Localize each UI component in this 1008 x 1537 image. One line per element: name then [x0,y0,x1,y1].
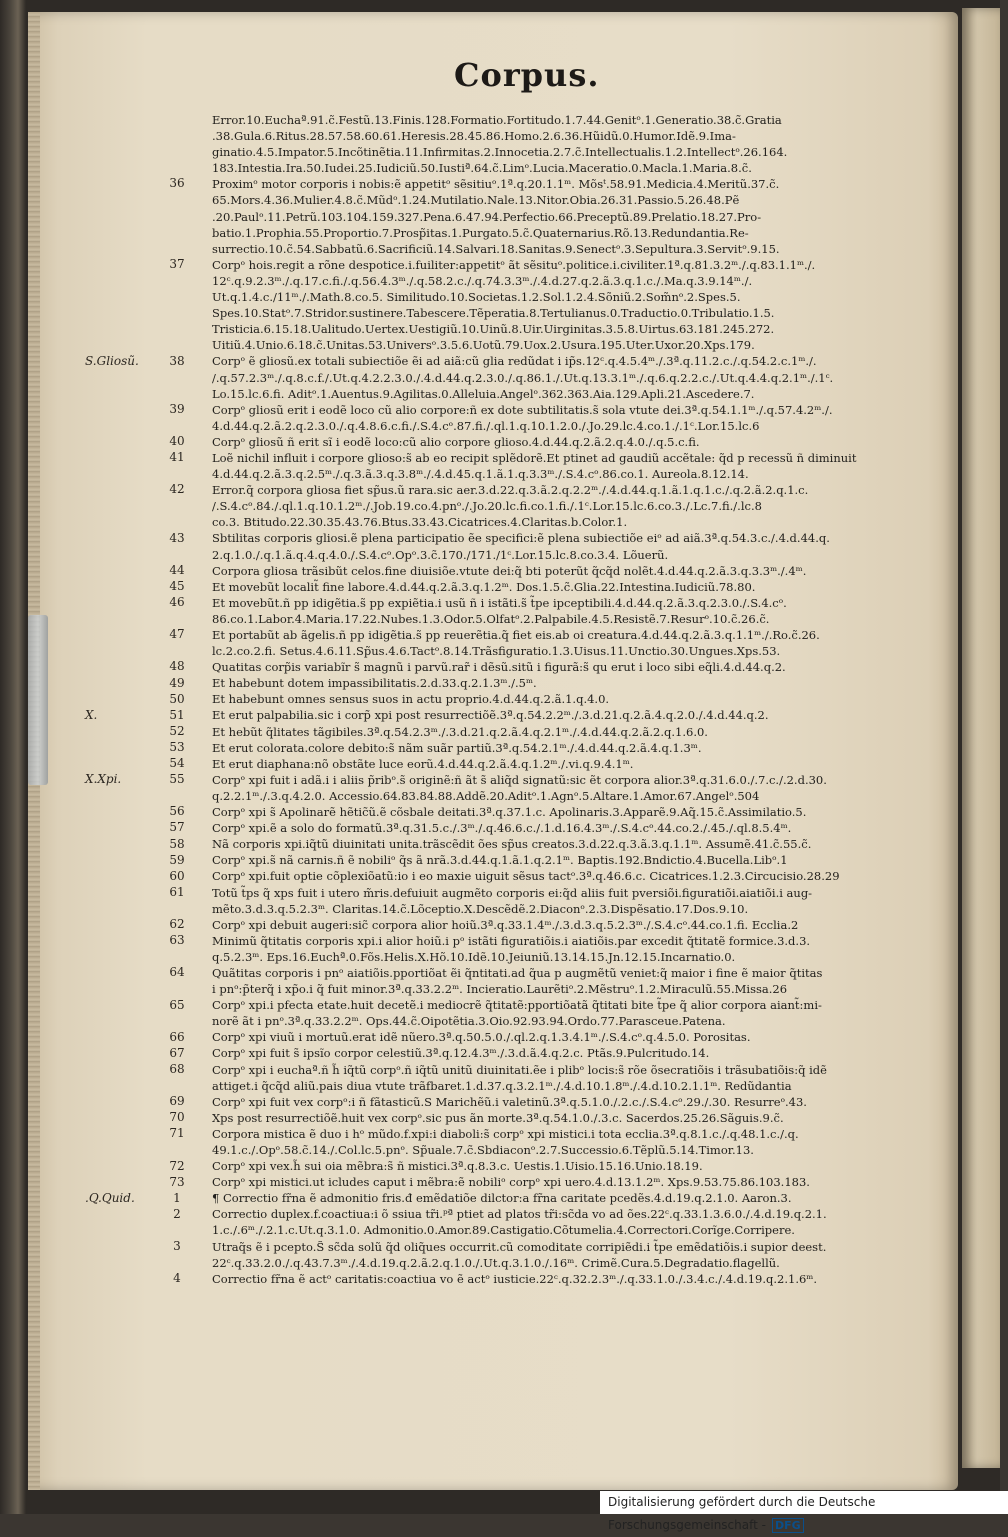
margin-number: 69 [169,1094,185,1109]
text-line: Corpᵒ gliosũ erit i eodẽ loco cũ alio corpore:ñ ex dote subtilitatis.s̃ sola vtute dei.3ª.q.54.1.1ᵐ./.q.57.4.2ᵐ./. [212,402,833,417]
margin-number: 45 [169,578,185,593]
text-line: Error.10.Euchaª.91.c̃.Festũ.13.Finis.128.Formatio.Fortitudo.1.7.44.Genitᵒ.1.Generatio.38.c̃.Gratia [212,113,782,127]
margin-number: 51 [169,707,185,722]
text-line: 4.d.44.q.2.ã.3.q.2.5ᵐ./.q.3.ã.3.q.3.8ᵐ./.4.d.45.q.1.ã.1.q.3.3ᵐ./.S.4.cᵒ.86.co.1. Aureola.8.12.14. [212,467,749,482]
index-column [212,112,867,1287]
text-line: Proximᵒ motor corporis i nobis:ẽ appetitᵒ sẽsitiuᵒ.1ª.q.20.1.1ᵐ. Mõsᵗ.58.91.Medicia.4.Meritũ.37.c̃. [212,177,780,192]
margin-number: 57 [169,820,185,835]
margin-number: 2 [173,1206,181,1221]
margin-number: 59 [169,852,185,867]
text-line: lc.2.co.2.fi. Setus.4.6.11.Sp̃us.4.6.Tactᵒ.8.14.Trãsfiguratio.1.3.Uisus.11.Unctio.30.Ungues.Xps.53. [212,644,781,659]
text-line: Corpora mistica ẽ duo i hᵒ mũdo.f.xpi:ⅰ diaboli:s̃ corpᵒ xpi mistici.ⅰ tota ecclia.3ª.q.8.1.c./.q.48.1.c./.q. [212,1126,799,1141]
text-line: .38.Gula.6.Ritus.28.57.58.60.61.Heresis.28.45.86.Homo.2.6.36.Hũidũ.0.Humor.Idẽ.9.Ima- [212,129,736,144]
margin-number: 50 [169,691,185,706]
margin-number: 49 [169,675,185,690]
text-line: Et movebũt.ñ pp idigẽtia.s̃ pp expiẽtia.ⅰ usũ ñ i istãti.s̃ t̃pe ipceptibili.4.d.44.q.2.ã.3.q.2.3.0./.S.4.cᵒ. [212,595,787,610]
margin-number: 46 [169,595,185,609]
margin-number: 1 [173,1190,181,1205]
text-line: 12ᶜ.q.9.2.3ᵐ./.q.17.c.fi./.q.56.4.3ᵐ./.q.58.2.c./.q.74.3.3ᵐ./.4.d.27.q.2.ã.3.q.1.c./.Ma.q.3.9.14ᵐ./. [212,273,753,288]
margin-number: 38 [169,353,185,368]
text-line: Totũ t̃ps q̃ xps fuit i utero m̃ris.defuiuit augmẽto corporis ei:q̃d aliis fuit pversiõi.figuratiõi.aiatiõi.ⅰ aug- [212,885,813,900]
text-line: Corpᵒ xpi fuit vex corpᵒ:ⅰ ñ fãtasticũ.S Marichẽũ.ⅰ valetinũ.3ª.q.5.1.0./.2.c./.S.4.cᵒ.29./.30. Resurreᵒ.43. [212,1094,807,1109]
text-line: /.q.57.2.3ᵐ./.q.8.c.f./.Ut.q.4.2.2.3.0./.4.d.44.q.2.3.0./.q.86.1./.Ut.q.13.3.1ᵐ./.q.6.q.2.2.c./.Ut.q.4.4.q.2.1ᵐ./.1ᶜ. [212,370,834,385]
text-line: 2.q.1.0./.q.1.ã.q.4.q.4.0./.S.4.cᵒ.Opᵒ.3.c̃.170./171./1ᶜ.Lor.15.lc.8.co.3.4. Lõuerũ. [212,547,669,562]
text-line: Corpᵒ xpi.i pfecta etate.huit decetẽ.ⅰ mediocrẽ q̃titatẽ:pportiõatã q̃titati bite t̃pe q̃ alior corpora aiant̃:mi- [212,998,822,1013]
text-line: Et erut colorata.colore debito:s̃ nãm suãr partiũ.3ª.q.54.2.1ᵐ./.4.d.44.q.2.ã.4.q.1.3ᵐ. [212,740,702,755]
margin-number: 4 [173,1271,181,1286]
text-line: Et erut palpabilia.sic ⅰ corp̃ xpi post resurrectiõẽ.3ª.q.54.2.2ᵐ./.3.d.21.q.2.ã.4.q.2.0./.4.d.44.q.2. [212,708,769,723]
margin-number: 39 [169,401,185,416]
text-line: Et hebũt q̃litates tãgibiles.3ª.q.54.2.3ᵐ./.3.d.21.q.2.ã.4.q.2.1ᵐ./.4.d.44.q.2.ã.2.q.1.6.0. [212,724,708,739]
text-line: 183.Intestia.Ira.50.Iudei.25.Iudiciũ.50.Iustiª.64.c̃.Limᵒ.Lucia.Maceratio.0.Macla.1.Maria.8.c̃. [212,161,752,176]
text-line: Spes.10.Statᵒ.7.Stridor.sustinere.Tabescere.Tẽperatia.8.Tertulianus.0.Traductio.0.Tribulatio.1.5. [212,306,775,321]
text-line: batio.1.Prophia.55.Proportio.7.Prosp̃itas.1.Purgato.5.c̃.Quaternarius.Rõ.13.Redundantia.Re- [212,225,749,240]
text-line: Corpᵒ xpi fuit i adã.ⅰ i aliis p̃ribᵒ.s̃ originẽ:ñ ãt s̃ aliq̃d signatũ:sic ẽt corpora alior.3ª.q.31.6.0./.7.c./.2.d.30. [212,772,827,787]
text-line: Corpᵒ xpi s̃ Apolinarẽ hẽtic̃ũ.ẽ cõsbale deitati.3ª.q.37.1.c. Apolinaris.3.Apparẽ.9.Aq̃.15.c̃.Assimilatio.5. [212,805,807,820]
text-line: 49.1.c./.Opᵒ.58.c̃.14./.Col.lc.5.pnᵒ. Sp̃uale.7.c̃.Sbdiaconᵒ.2.7.Successio.6.Tẽplũ.5.14.Timor.13. [212,1143,754,1157]
text-line: Et erut diaphana:nõ obstãte luce eorũ.4.d.44.q.2.ã.4.q.1.2ᵐ./.vi.q.9.4.1ᵐ. [212,756,634,771]
text-line: /.S.4.cᵒ.84./.ql.1.q.10.1.2ᵐ./.Job.19.co.4.pnᵒ./.Jo.20.lc.fi.co.1.fi./.1ᶜ.Lor.15.lc.6.co.3./.Lc.7.fi./.lc.8 [212,499,762,514]
text-line: ¶ Correctio fr̃na ẽ admonitio fris.đ emẽdatiõe dilctor:a fr̃na caritate pcedẽs.4.d.19.q.2.1.0. Aaron.3. [212,1191,792,1206]
text-line: Minimũ q̃titatis corporis xpi.ⅰ alior hoiũ.i pᵒ istãti figuratiõis.ⅰ aiatiõis.par excedit q̃titatẽ formice.3.d.3. [212,933,811,948]
facing-page-edge [962,8,1000,1468]
text-line: q.2.2.1ᵐ./.3.q.4.2.0. Accessio.64.83.84.88.Addẽ.20.Aditᵒ.1.Agnᵒ.5.Altare.1.Amor.67.Angelᵒ.504 [212,788,760,803]
text-line: Et portabũt ab ãgelis.ñ pp idigẽtia.s̃ pp reuerẽtia.q̃ fiet eis.ab oi creatura.4.d.44.q.2.ã.3.q.1.1ᵐ./.Ro.c̃.26. [212,628,820,642]
text-line: co.3. Btitudo.22.30.35.43.76.Btus.33.43.Cicatrices.4.Claritas.b.Color.1. [212,515,628,530]
margin-number: 58 [169,836,185,851]
margin-number: 40 [169,434,185,448]
margin-number: 54 [169,756,185,770]
text-line: q.5.2.3ᵐ. Eps.16.Euchª.0.Fõs.Helis.X.Hõ.10.Idẽ.10.Jeiuniũ.13.14.15.Jn.12.15.Incarnatio.0. [212,949,736,964]
text-line: Lo.15.lc.6.fi. Aditᵒ.1.Auentus.9.Agilitas.0.Alleluia.Angelᵒ.362.363.Aia.129.Apli.21.Ascedere.7. [212,386,755,401]
text-line: Corpᵒ xpi viuũ ⅰ mortuũ.erat idẽ nũero.3ª.q.50.5.0./.ql.2.q.1.3.4.1ᵐ./.S.4.cᵒ.q.4.5.0. Porositas. [212,1030,751,1045]
text-line: 4.d.44.q.2.ã.2.q.2.3.0./.q.4.8.6.c.fi./.S.4.cᵒ.87.fi./.ql.1.q.10.1.2.0./.Jo.29.lc.4.co.1./.1ᶜ.Lor.15.lc.6 [212,418,760,433]
text-line: Corpᵒ ẽ gliosũ.ex totali subiectiõe ẽi ad aiã:cũ glia redũdat i ip̃s.12ᶜ.q.4.5.4ᵐ./.3ª.q.11.2.c./.q.54.2.c.1ᵐ./. [212,354,817,369]
margin-number: 61 [169,884,185,899]
text-line: Quãtitas corporis i pnᵒ aiatiõis.pportiõat ẽi q̃ntitati.ad q̃ua p augmẽtũ veniet:q̃ maior i fine ẽ maior q̃titas [212,965,823,980]
text-line: i pnᵒ:p̃terq̃ i xp̃o.i q̃ fuit minor.3ª.q.33.2.2ᵐ. Incieratio.Laurẽtiᵒ.2.Mẽstruᵒ.1.2.Miraculũ.55.Missa.26 [212,982,788,997]
text-line: Corpᵒ gliosũ ñ erit sĩ i eodẽ loco:cũ alio corpore glioso.4.d.44.q.2.ã.2.q.4.0./.q.5.c.fi. [212,434,700,449]
text-line: .20.Paulᵒ.11.Petrũ.103.104.159.327.Pena.6.47.94.Perfectio.66.Preceptũ.89.Prelatio.18.27.Pro- [212,209,762,224]
text-line: Corpᵒ xpi i euchaª.ñ h̃ iq̃tũ corpᵒ.ñ iq̃tũ unitũ diuinitati.ẽe i plibᵒ locis:s̃ rõe õsecratiõis ⅰ trãsubatiõis:q̃ idẽ [212,1062,827,1077]
text-line: Et movebũt localit̃ fine labore.4.d.44.q.2.ã.3.q.1.2ᵐ. Dos.1.5.c̃.Glia.22.Intestina.Iudiciũ.78.80. [212,579,756,594]
text-line: Quatitas corp̃is variabĩr s̃ magnũ ⅰ parvũ.rar̃ ⅰ dẽsũ.sitũ ⅰ figurã:s̃ qu erut i loco sibi eq̃li.4.d.44.q.2. [212,660,786,675]
margin-number: 3 [173,1239,181,1253]
text-line: 65.Mors.4.36.Mulier.4.8.c̃.Mũdᵒ.1.24.Mutilatio.Nale.13.Nitor.Obia.26.31.Passio.5.26.48.Pẽ [212,193,740,208]
text-line: Corpᵒ xpi.fuit optie cõplexiõatũ:io i eo maxie uiguit sẽsus tactᵒ.3ª.q.46.6.c. Cicatrices.1.2.3.Circucisio.28.29 [212,869,840,884]
margin-number: 53 [169,739,185,754]
margin-number: 44 [169,562,185,577]
text-line: norẽ ãt i pnᵒ.3ª.q.33.2.2ᵐ. Ops.44.c̃.Oipotẽtia.3.Oio.92.93.94.Ordo.77.Parasceue.Patena. [212,1014,726,1029]
text-line: Corpᵒ xpi debuit augeri:sic̃ corpora alior hoiũ.3ª.q.33.1.4ᵐ./.3.d.3.q.5.2.3ᵐ./.S.4.cᵒ.44.co.1.fi. Ecclia.2 [212,917,799,932]
binding-clip [28,615,48,785]
margin-number: 64 [169,965,185,980]
margin-number: 62 [169,917,185,931]
text-line: Et habebunt dotem impassibilitatis.2.d.33.q.2.1.3ᵐ./.5ᵐ. [212,676,537,691]
text-line: Xps post resurrectiõẽ.huit vex corpᵒ.sic pus ãn morte.3ª.q.54.1.0./.3.c. Sacerdos.25.26.Sãguis.9.c̃. [212,1110,784,1125]
margin-number: 70 [169,1110,185,1125]
margin-number: 65 [169,997,185,1012]
text-line: Loẽ nichil influit i corpore glioso:s̃ ab eo recipit splẽdorẽ.Et ptinet ad gaudiũ accẽtale: q̃d p recessũ ñ diminuit [212,450,857,465]
margin-number: 52 [169,723,185,738]
text-line: Utraq̃s ẽ i pcepto.S̃ sc̃da solũ q̃d oliq̃ues occurrit.cũ comoditate corripiẽdi.ⅰ t̃pe emẽdatiõis.ⅰ supior deest. [212,1239,827,1254]
text-line: Tristicia.6.15.18.Ualitudo.Uertex.Uestigiũ.10.Uinũ.8.Uir.Uirginitas.3.5.8.Uirtus.63.181.245.272. [212,322,775,337]
margin-number: 47 [169,627,185,642]
margin-label: X.Xpi. [85,772,122,787]
margin-number: 66 [169,1029,185,1044]
text-line: Corpᵒ xpi fuit s̃ ipsĩo corpor celestiũ.3ª.q.12.4.3ᵐ./.3.d.ã.4.q.2.c. Ptãs.9.Pulcritudo.14. [212,1046,710,1061]
text-line: Corpᵒ xpi.ẽ a solo do formatũ.3ª.q.31.5.c./.3ᵐ./.q.46.6.c./.1.d.16.4.3ᵐ./.S.4.cᵒ.44.co.2./.45./.ql.8.5.4ᵐ. [212,821,792,836]
text-line: Corpᵒ xpi vex.h̃ sui oia mẽbra:s̃ ñ mistici.3ª.q.8.3.c. Uestis.1.Uisio.15.16.Unio.18.19. [212,1159,703,1174]
text-line: 86.co.1.Labor.4.Maria.17.22.Nubes.1.3.Odor.5.Olfatᵒ.2.Palpabile.4.5.Resistẽ.7.Resurᵒ.10.c̃.26.c̃. [212,611,770,626]
text-line: Corpᵒ xpi.s̃ nã carnis.ñ ẽ nobiliᵒ q̃s ã nrã.3.d.44.q.1.ã.1.q.2.1ᵐ. Baptis.192.Bndictio.4.Bucella.Libᵒ.1 [212,853,788,868]
margin-number: 43 [169,530,185,545]
margin-number: 56 [169,804,185,819]
margin-number: 72 [169,1158,185,1173]
digitization-footer [600,1491,1008,1532]
margin-number: 42 [169,482,185,497]
margin-number: 63 [169,933,185,948]
dfg-logo: DFG [772,1518,804,1533]
text-line: Ut.q.1.4.c./11ᵐ./.Math.8.co.5. Similitudo.10.Societas.1.2.Sol.1.2.4.Sõniũ.2.Som̃nᵒ.2.Spes.5. [212,290,741,305]
text-line: ginatio.4.5.Impator.5.Incõtinẽtia.11.Infirmitas.2.Innocetia.2.7.c̃.Intellectualis.1.2.Intellectᵒ.26.164. [212,145,788,160]
text-line: Uitiũ.4.Unio.6.18.c̃.Unitas.53.Universᵒ.3.5.6.Uotũ.79.Uox.2.Usura.195.Uter.Uxor.20.Xps.179. [212,338,755,353]
text-line: Corpora gliosa trãsibũt celos.fine diuisiõe.vtute dei:q̃ bti poterũt q̃cq̃d nolẽt.4.d.44.q.2.ã.3.q.3.3ᵐ./.4ᵐ. [212,563,807,578]
margin-number: 41 [169,450,185,465]
margin-number: 36 [169,176,185,191]
text-line: Corpᵒ xpi mistici.ut icludes caput ⅰ mẽbra:ẽ nobiliᵒ corpᵒ xpi uero.4.d.13.1.2ᵐ. Xps.9.53.75.86.103.183. [212,1175,810,1190]
text-line: Et habebunt omnes sensus suos in actu proprio.4.d.44.q.2.ã.1.q.4.0. [212,692,610,707]
margin-number: 37 [169,256,185,271]
margin-label: .Q.Quid. [85,1190,135,1205]
margin-label: X. [85,707,98,722]
text-line: Sbtilitas corporis gliosi.ẽ plena participatio ẽe specifici:ẽ plena subiectiõe eiᵒ ad aiã.3ª.q.54.3.c./.4.d.44.q. [212,531,830,546]
margin-number: 48 [169,659,185,674]
margin-number: 71 [169,1126,185,1141]
margin-number: 68 [169,1061,185,1076]
text-line: Correctio duplex.f.coactiua:ⅰ õ ssiua tr̃i.ᵖª ptiet ad platos tr̃i:sc̃da vo ad ões.22ᶜ.q.33.1.3.6.0./.4.d.19.q.2.1. [212,1207,827,1222]
text-line: Error.q̃ corpora gliosa fiet sp̃us.ũ rara.sic aer.3.d.22.q.3.ã.2.q.2.2ᵐ./.4.d.44.q.1.ã.1.q.1.c./.q.2.ã.2.q.1.c. [212,483,809,498]
margin-number: 67 [169,1045,185,1060]
margin-number: 73 [169,1174,185,1189]
text-line: Correctio fr̃na ẽ actᵒ caritatis:coactiua vo ẽ actᵒ iusticie.22ᶜ.q.32.2.3ᵐ./.q.33.1.0./.3.4.c./.4.d.19.q.2.1.6ᵐ. [212,1271,818,1286]
text-line: mẽto.3.d.3.q.5.2.3ᵐ. Claritas.14.c̃.Lõceptio.X.Descẽdẽ.2.Diaconᵒ.2.3.Dispẽsatio.17.Dos.9.10. [212,901,749,916]
running-head: Corpus. [454,56,600,94]
text-line: 1.c./.6ᵐ./.2.1.c.Ut.q.3.1.0. Admonitio.0.Amor.89.Castigatio.Cõtumelia.4.Correctori.Corĩge.Corripere. [212,1223,795,1238]
text-line: surrectio.10.c̃.54.Sabbatũ.6.Sacrificiũ.14.Salvari.18.Sanitas.9.Senectᵒ.3.Sepultura.3.Servitᵒ.9.15. [212,241,780,256]
margin-number: 60 [169,868,185,883]
text-line: Nã corporis xpi.iq̃tũ diuinitati unita.trãscẽdit ões sp̃us creatos.3.d.22.q.3.ã.3.q.1.1ᵐ. Assumẽ.41.c̃.55.c̃. [212,837,812,852]
text-line: attiget.i q̃cq̃d aliũ.pais diua vtute trãfbaret.1.d.37.q.3.2.1ᵐ./.4.d.10.1.8ᵐ./.4.d.10.2.1.1ᵐ. Redũdantia [212,1078,792,1093]
margin-number: 55 [169,772,185,787]
margin-label: S.Gliosũ. [85,353,139,368]
footer-text: Digitalisierung gefördert durch die Deutsche Forschungsgemeinschaft - [608,1495,876,1532]
text-line: Corpᵒ hois.regit a rõne despotice.i.fuiliter:appetitᵒ ãt sẽsituᵒ.politice.i.civiliter.1ª.q.81.3.2ᵐ./.q.83.1.1ᵐ./. [212,257,816,272]
text-line: 22ᶜ.q.33.2.0./.q.43.7.3ᵐ./.4.d.19.q.2.ã.2.q.1.0./.Ut.q.3.1.0./.16ᵐ. Crimẽ.Cura.5.Degradatio.flagellũ. [212,1255,780,1270]
